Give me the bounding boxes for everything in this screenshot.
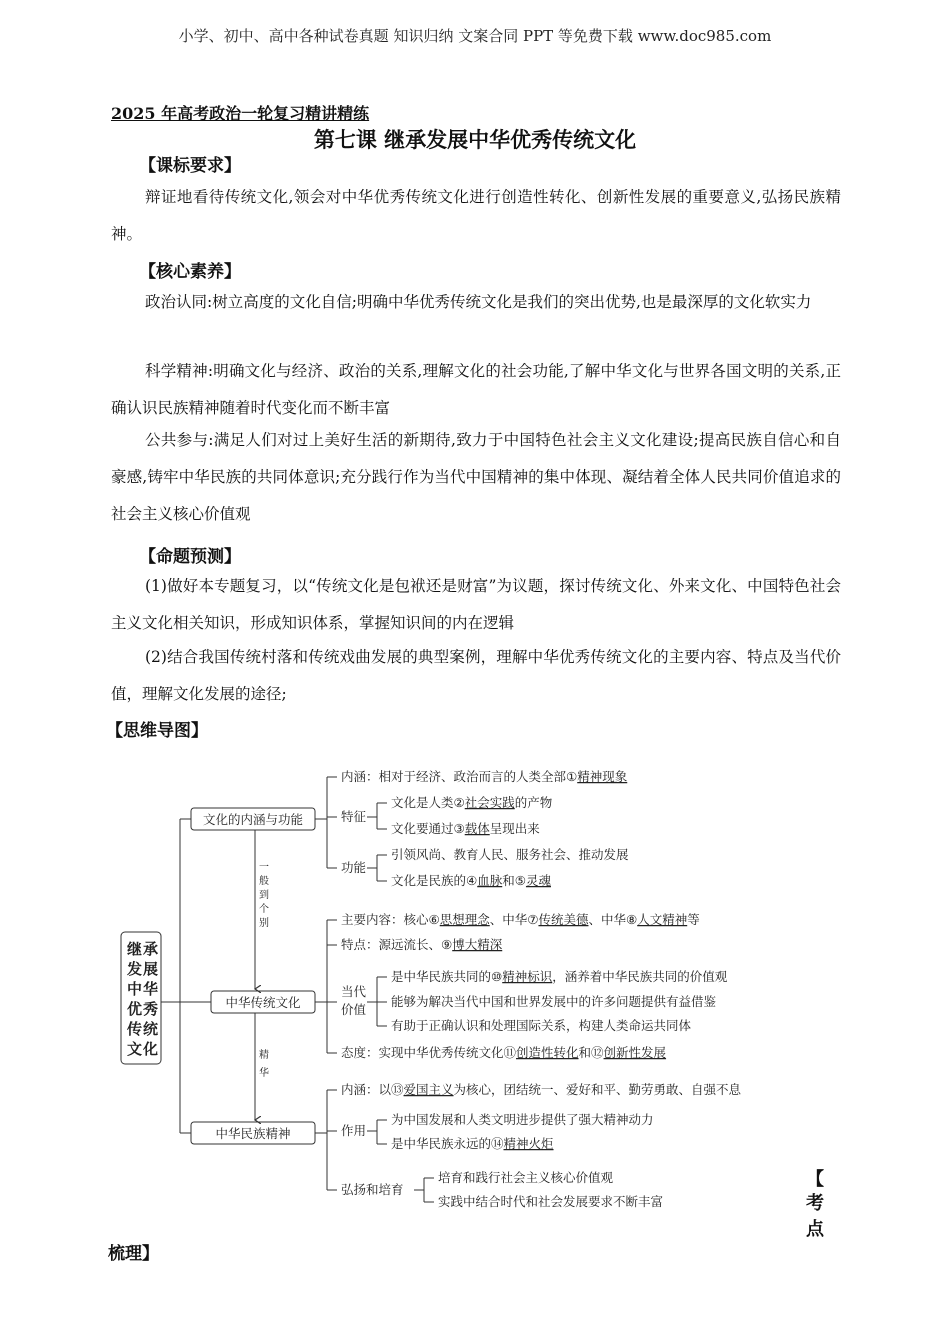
b2-main: 主要内容：核心⑥思想理念、中华⑦传统美德、中华⑧人文精神等	[341, 912, 700, 927]
node-culture-meaning: 文化的内涵与功能	[202, 812, 304, 827]
b2-tedian: 特点：源远流长、⑨博大精深	[341, 937, 503, 952]
b2-value-3: 有助于正确认识和处理国际关系，构建人类命运共同体	[391, 1018, 692, 1033]
kaodian-char: 考	[806, 1193, 824, 1214]
root-char: 继	[127, 940, 143, 958]
section-heading-mingti: 【命题预测】	[139, 547, 241, 567]
b1-tezheng-2: 文化要通过③载体呈现出来	[391, 821, 540, 836]
b2-value-label-1: 当代	[341, 984, 367, 999]
b3-zuoyong-1: 为中国发展和人类文明进步提供了强大精神动力	[391, 1112, 654, 1127]
b3-hongyang: 弘扬和培育	[341, 1182, 404, 1197]
root-char: 华	[143, 980, 159, 998]
b1-gongneng-1: 引领风尚、教育人民、服务社会、推动发展	[391, 847, 629, 862]
node-national-spirit: 中华民族精神	[215, 1126, 291, 1141]
b1-tezheng-1: 文化是人类②社会实践的产物	[391, 795, 553, 810]
section-heading-kebiao: 【课标要求】	[139, 156, 241, 176]
b3-hongyang-2: 实践中结合时代和社会发展要求不断丰富	[438, 1194, 664, 1209]
svg-text:精: 精	[259, 1050, 269, 1061]
root-char: 化	[143, 1040, 159, 1058]
kaodian-char: 【	[806, 1169, 824, 1190]
root-char: 发	[127, 960, 143, 978]
site-header: 小学、初中、高中各种试卷真题 知识归纳 文案合同 PPT 等免费下载 www.doc985.com	[178, 27, 772, 45]
root-char: 中	[127, 980, 143, 998]
root-char: 文	[127, 1040, 143, 1058]
root-char: 优	[127, 1000, 143, 1018]
root-char: 传	[127, 1020, 143, 1038]
b1-gongneng: 功能	[341, 860, 367, 875]
svg-text:华: 华	[259, 1068, 269, 1079]
svg-text:别: 别	[259, 918, 269, 929]
arrow-label-1	[259, 862, 269, 929]
kaodian-heading-tail: 梳理】	[108, 1244, 159, 1264]
b3-zuoyong: 作用	[341, 1123, 367, 1138]
b2-value-2: 能够为解决当代中国和世界发展中的许多问题提供有益借鉴	[391, 994, 717, 1009]
hexin-paragraph-3: 公共参与:满足人们对过上美好生活的新期待,致力于中国特色社会主义文化建设;提高民族自信心和自豪感,铸牢中华民族的共同体意识;充分践行作为当代中国精神的集中体现、凝结着全体人民共同价值追求的社会主义核心价值观	[111, 431, 841, 523]
subtitle: 2025 年高考政治一轮复习精讲精练	[111, 104, 370, 123]
kebiao-paragraph: 辩证地看待传统文化,领会对中华优秀传统文化进行创造性转化、创新性发展的重要意义,弘扬民族精神。	[111, 188, 841, 243]
node-traditional-culture: 中华传统文化	[225, 995, 301, 1010]
root-char: 秀	[143, 1000, 159, 1018]
b3-zuoyong-2: 是中华民族永远的⑭精神火炬	[391, 1136, 554, 1151]
svg-text:一: 一	[259, 862, 269, 873]
b2-value-1: 是中华民族共同的⑩精神标识，涵养着中华民族共同的价值观	[391, 969, 728, 984]
svg-text:般: 般	[259, 876, 269, 887]
mingti-paragraph-1: (1)做好本专题复习，以“传统文化是包袱还是财富”为议题，探讨传统文化、外来文化、中国特色社会主义文化相关知识，形成知识体系，掌握知识间的内在逻辑	[111, 577, 841, 632]
mingti-paragraph-2: (2)结合我国传统村落和传统戏曲发展的典型案例，理解中华优秀传统文化的主要内容、特点及当代价值，理解文化发展的途径;	[111, 648, 841, 703]
hexin-paragraph-2: 科学精神:明确文化与经济、政治的关系,理解文化的社会功能,了解中华文化与世界各国文明的关系,正确认识民族精神随着时代变化而不断丰富	[111, 362, 841, 417]
root-char: 承	[143, 940, 159, 958]
svg-text:到: 到	[259, 890, 269, 901]
root-char: 统	[143, 1020, 159, 1038]
b3-hongyang-1: 培育和践行社会主义核心价值观	[438, 1170, 614, 1185]
root-label	[126, 940, 158, 1058]
section-heading-siwei: 【思维导图】	[106, 721, 208, 741]
b2-value-label-2: 价值	[341, 1002, 367, 1017]
lesson-title: 第七课 继承发展中华优秀传统文化	[313, 128, 637, 152]
kaodian-char: 点	[806, 1219, 824, 1240]
b1-gongneng-2: 文化是民族的④血脉和⑤灵魂	[391, 873, 551, 888]
b1-neihan: 内涵：相对于经济、政治而言的人类全部①精神现象	[341, 769, 628, 784]
mind-map	[105, 760, 805, 1220]
arrow-label-2	[259, 1048, 269, 1079]
root-char: 展	[143, 960, 159, 978]
b3-neihan: 内涵：以⑬爱国主义为核心，团结统一、爱好和平、勤劳勇敢、自强不息	[341, 1082, 742, 1097]
section-heading-hexin: 【核心素养】	[139, 262, 241, 282]
svg-text:个: 个	[259, 904, 269, 915]
hexin-paragraph-1: 政治认同:树立高度的文化自信;明确中华优秀传统文化是我们的突出优势,也是最深厚的文化软实力	[145, 293, 812, 311]
b1-tezheng: 特征	[341, 809, 367, 824]
b2-taidu: 态度：实现中华优秀传统文化⑪创造性转化和⑫创新性发展	[341, 1045, 667, 1060]
